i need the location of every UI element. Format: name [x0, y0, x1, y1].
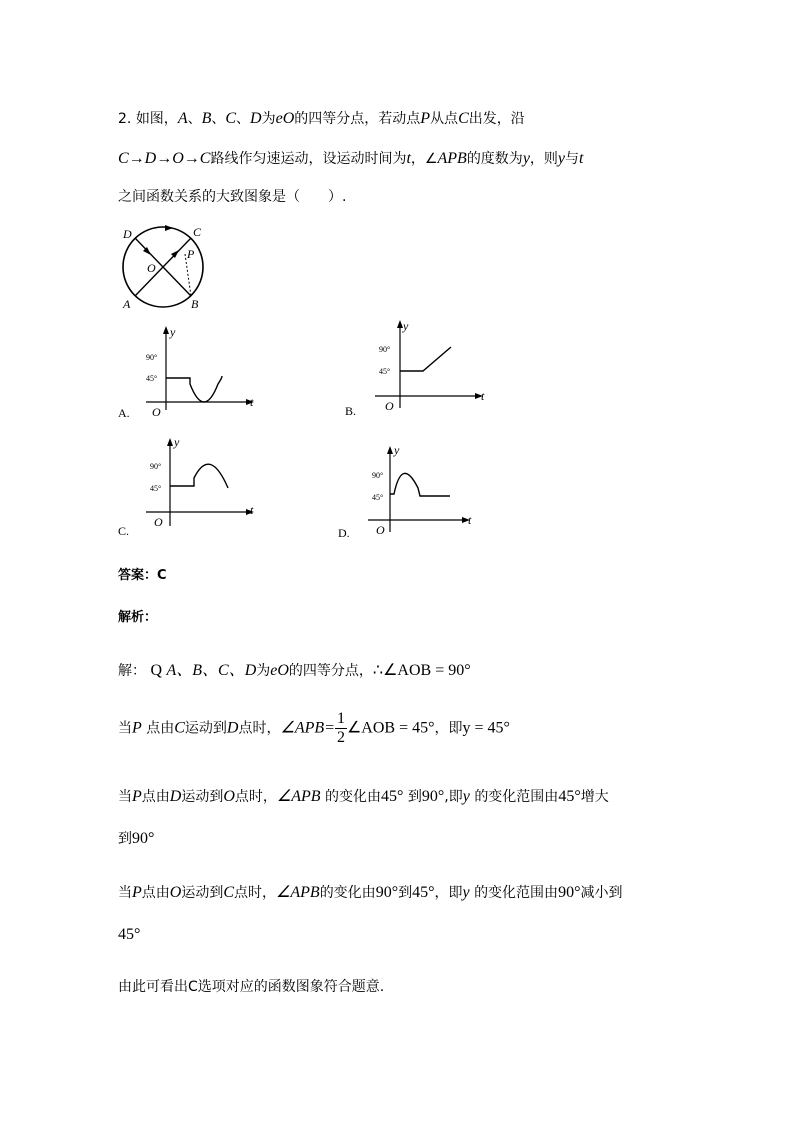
- solution-line-1: [118, 657, 471, 680]
- s3-r: 到: [118, 831, 132, 847]
- s1-tail: 的四等分点，: [288, 663, 373, 679]
- s4-b: 点由: [141, 885, 170, 901]
- s1-formula: ∴∠AOB = 90°: [372, 662, 471, 679]
- ql2-token: y: [522, 150, 530, 167]
- s3-m: y: [462, 788, 470, 805]
- s4-l: ，即: [434, 885, 463, 901]
- option-b-y: y: [403, 319, 409, 333]
- option-d-origin: O: [376, 523, 385, 537]
- ql1-token: 出发，沿: [468, 111, 525, 127]
- answer-value: C: [157, 568, 167, 583]
- ql1-token: 、: [236, 111, 251, 127]
- option-a-t: t: [250, 395, 254, 409]
- s4-p: P: [132, 884, 142, 901]
- option-b-origin: O: [385, 399, 394, 413]
- s1-circle: eO: [270, 662, 289, 679]
- ql2-token: t: [579, 150, 584, 167]
- ql1-token: A: [177, 110, 188, 127]
- s2-i: ，即: [434, 720, 463, 737]
- option-b-graph: [345, 316, 505, 420]
- s4-k: 45°: [412, 884, 435, 901]
- s2-e: D: [226, 719, 239, 737]
- s2-j: y = 45°: [462, 719, 510, 737]
- s2-den: 2: [336, 729, 345, 746]
- option-b[interactable]: [345, 316, 505, 420]
- ql2-token: C: [199, 150, 211, 167]
- option-b-tick-45: 45°: [379, 367, 391, 376]
- option-a-tick-45: 45°: [146, 374, 158, 383]
- solution-line-2: [118, 710, 510, 747]
- s2-f: 点时，: [238, 720, 281, 737]
- question-line-3: [118, 186, 346, 206]
- s3-a: 当: [118, 789, 132, 805]
- answer-label: 答案：: [118, 568, 158, 583]
- s4-q: 减小到: [580, 885, 623, 901]
- s3-o: 45°: [558, 788, 581, 805]
- s1-because: Q: [150, 662, 163, 679]
- s2-a: 当: [118, 720, 132, 737]
- s3-d: 运动到: [181, 789, 224, 805]
- s3-e: O: [223, 788, 235, 805]
- circle-figure: [115, 222, 215, 312]
- ql1-token: C: [458, 110, 469, 127]
- s3-h: 的变化由: [325, 789, 382, 805]
- option-d-tick-45: 45°: [372, 493, 384, 502]
- s4-m: y: [462, 884, 470, 901]
- option-b-t: t: [481, 389, 485, 403]
- option-c-t: t: [250, 503, 254, 517]
- s4-e: C: [223, 884, 235, 901]
- label-D: D: [123, 227, 132, 241]
- ql1-token: O: [282, 110, 295, 127]
- s4-d: 运动到: [181, 885, 224, 901]
- ql2-token: t: [406, 150, 411, 167]
- ql1-token: P: [420, 110, 431, 127]
- s1-mid: 为: [256, 663, 271, 679]
- label-C: C: [193, 225, 202, 239]
- s2-num: 1: [336, 710, 345, 727]
- ql1-token: 为: [261, 111, 276, 127]
- ql1-token: e: [275, 110, 283, 127]
- answer-line: [118, 564, 167, 583]
- s4-c: O: [169, 884, 182, 901]
- option-a-graph: [118, 322, 278, 422]
- option-a-origin: O: [152, 405, 161, 419]
- s3-n: 的变化范围由: [474, 789, 559, 805]
- ql2-token: D: [144, 150, 157, 167]
- s4-a: 当: [118, 885, 132, 901]
- label-P: P: [187, 247, 195, 261]
- s4-g: ∠APB: [276, 884, 320, 901]
- s4-h: 的变化由: [319, 885, 376, 901]
- ql2-token: 的度数为: [466, 151, 523, 167]
- option-d-tick-90: 90°: [372, 471, 384, 480]
- option-d-y: y: [394, 443, 400, 457]
- label-B: B: [191, 297, 199, 311]
- option-a-label: A.: [118, 406, 130, 420]
- s4-n: 的变化范围由: [474, 885, 559, 901]
- option-a-tick-90: 90°: [146, 353, 158, 362]
- option-d[interactable]: [338, 442, 498, 542]
- ql2-token: ，则: [529, 151, 558, 167]
- question-line-2: [118, 148, 583, 168]
- ql1-token: 从点: [430, 111, 459, 127]
- analysis-label: 解析：: [118, 610, 158, 625]
- ql2-token: y: [557, 150, 566, 167]
- s2-c: C: [174, 719, 185, 737]
- s2-h: ∠AOB = 45°: [346, 719, 435, 737]
- ql1-token: D: [250, 110, 262, 127]
- label-A: A: [123, 297, 131, 311]
- s2-g: ∠APB=: [280, 719, 335, 737]
- question-line-1: [118, 108, 525, 128]
- s2-b: 点由: [146, 720, 175, 737]
- s3-l: ,即: [444, 789, 463, 805]
- s4-i: 90°: [375, 884, 399, 901]
- option-b-tick-90: 90°: [379, 345, 391, 354]
- s4-f: 点时，: [234, 885, 277, 901]
- s3-q: 增大: [580, 789, 609, 805]
- option-c-label: C.: [118, 524, 130, 538]
- ql2-token: 路线作匀速运动，设运动时间为: [210, 151, 407, 167]
- s3-f: 点时，: [234, 789, 277, 805]
- conclusion: 由此可看出C选项对应的函数图象符合题意.: [118, 979, 385, 995]
- s4-j: 到: [398, 885, 413, 901]
- s3-i: 45°: [381, 788, 404, 805]
- s3-s: 90°: [132, 830, 155, 847]
- solution-line-3: [118, 786, 609, 806]
- label-O: O: [147, 261, 156, 275]
- s3-k: 90°: [421, 788, 445, 805]
- option-d-t: t: [468, 513, 472, 527]
- ql2-token: 与: [565, 151, 580, 167]
- ql1-token: 的四等分点，若动点: [294, 111, 421, 127]
- s3-g: ∠APB: [276, 788, 321, 805]
- solution-line-4: [118, 882, 622, 902]
- s2-p: P: [132, 719, 142, 737]
- s3-p: P: [132, 788, 142, 805]
- ql1-token: 、: [187, 111, 202, 127]
- ql2-token: ，∠: [410, 151, 438, 167]
- solution-line-4b: [118, 926, 140, 944]
- ql2-token: C: [118, 150, 129, 167]
- question-number: 2.: [118, 111, 136, 127]
- ql2-token: →: [128, 150, 145, 167]
- option-b-label: B.: [345, 404, 357, 418]
- s3-b: 点由: [141, 789, 170, 805]
- option-c-graph: [118, 434, 278, 540]
- ql2-token: O: [172, 150, 184, 167]
- option-d-graph: [338, 442, 498, 542]
- s3-j: 到: [407, 789, 422, 805]
- option-a[interactable]: [118, 322, 278, 422]
- s4-r: 45°: [118, 926, 141, 943]
- ql1-token: 如图，: [135, 111, 178, 127]
- ql1-token: C: [225, 110, 237, 127]
- ql2-token: →: [156, 150, 173, 167]
- s4-o: 90°: [558, 884, 581, 901]
- question-line-3-text: 之间函数关系的大致图象是（ ）.: [118, 189, 347, 205]
- ql1-token: B: [201, 110, 212, 127]
- option-a-y: y: [170, 325, 176, 339]
- option-d-label: D.: [338, 526, 350, 540]
- solution-line-3b: [118, 828, 154, 848]
- s3-c: D: [169, 788, 182, 805]
- option-c-origin: O: [154, 515, 163, 529]
- option-c-tick-90: 90°: [150, 462, 162, 471]
- ql2-token: APB: [437, 150, 467, 167]
- s1-points: A、B、C、D: [166, 662, 257, 679]
- ql2-token: →: [183, 150, 200, 167]
- s2-d: 运动到: [184, 720, 227, 737]
- option-c-tick-45: 45°: [150, 484, 162, 493]
- option-c-y: y: [174, 435, 180, 449]
- s2-fraction: [335, 710, 347, 747]
- s1-prefix: 解：: [118, 663, 146, 679]
- option-c[interactable]: [118, 434, 278, 540]
- ql1-token: 、: [211, 111, 226, 127]
